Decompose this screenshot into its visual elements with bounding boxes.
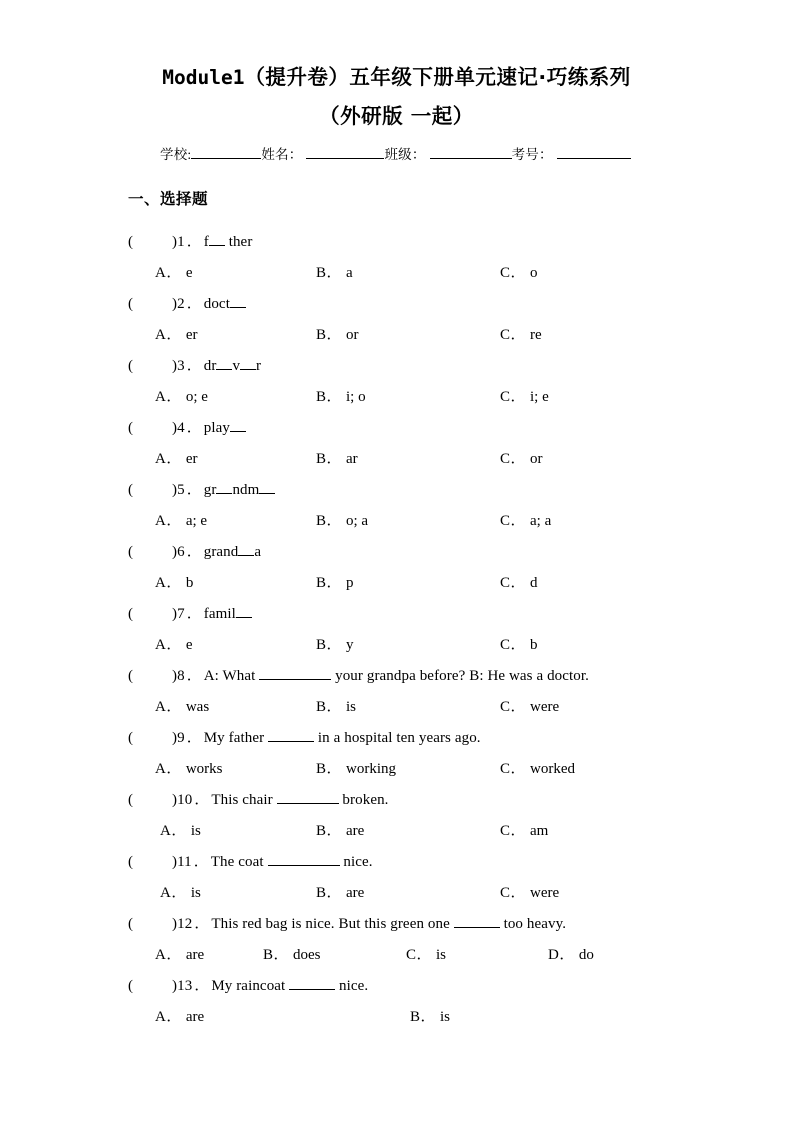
- option-label: C．: [500, 265, 527, 281]
- option-label: B．: [263, 947, 290, 963]
- option-label: B．: [410, 1009, 437, 1025]
- option-value: are: [346, 823, 365, 839]
- question-stem: [128, 847, 793, 878]
- option-label: B．: [316, 327, 343, 343]
- option-label: A．: [155, 575, 182, 591]
- question-number: 4: [177, 420, 185, 436]
- option-value: or: [346, 327, 359, 343]
- question-number: 11: [177, 854, 192, 870]
- option-choice[interactable]: [500, 320, 542, 351]
- option-label: D．: [548, 947, 575, 963]
- school-label: 学校:: [160, 147, 192, 162]
- option-label: C．: [500, 575, 527, 591]
- answer-bracket[interactable]: (: [128, 544, 134, 560]
- answer-bracket-close: ): [172, 916, 178, 932]
- stem-text-before: gr: [203, 482, 217, 498]
- stem-blank[interactable]: [230, 419, 246, 432]
- stem-text-after: in a hospital ten years ago.: [314, 730, 481, 746]
- question-options: [128, 692, 793, 723]
- option-choice[interactable]: [155, 506, 207, 537]
- question-number-dot: ．: [186, 730, 204, 746]
- option-label: A．: [155, 699, 182, 715]
- answer-bracket-close: ): [172, 854, 178, 870]
- stem-text-after: a: [254, 544, 262, 560]
- option-choice[interactable]: [155, 754, 223, 785]
- option-choice[interactable]: [316, 382, 366, 413]
- option-choice[interactable]: [548, 940, 594, 971]
- stem-blank[interactable]: [230, 295, 246, 308]
- option-choice[interactable]: [155, 692, 209, 723]
- option-choice[interactable]: [155, 258, 193, 289]
- question-number: 7: [177, 606, 185, 622]
- option-label: B．: [316, 885, 343, 901]
- question-options: [128, 506, 793, 537]
- option-value: worked: [530, 761, 576, 777]
- option-choice[interactable]: [410, 1002, 450, 1033]
- option-label: C．: [500, 389, 527, 405]
- option-value: ar: [346, 451, 358, 467]
- title-line-1: [0, 58, 793, 97]
- answer-bracket[interactable]: (: [128, 730, 134, 746]
- answer-bracket[interactable]: (: [128, 296, 134, 312]
- stem-blank[interactable]: [268, 853, 340, 866]
- stem-text-before: famil: [203, 606, 236, 622]
- question-options: [128, 878, 793, 909]
- option-value: y: [346, 637, 354, 653]
- stem-text-before: f: [203, 234, 209, 250]
- option-label: C．: [406, 947, 433, 963]
- question-options: [128, 444, 793, 475]
- option-label: C．: [500, 637, 527, 653]
- question-number-dot: ．: [194, 916, 212, 932]
- stem-blank[interactable]: [268, 729, 314, 742]
- stem-text-after: ther: [224, 234, 253, 250]
- title-module-label: Module1: [162, 66, 245, 89]
- option-choice[interactable]: [500, 506, 551, 537]
- option-choice[interactable]: [316, 506, 368, 537]
- option-choice[interactable]: [316, 878, 364, 909]
- stem-blank[interactable]: [216, 357, 232, 370]
- option-label: B．: [316, 823, 343, 839]
- option-value: does: [293, 947, 321, 963]
- option-choice[interactable]: [500, 692, 559, 723]
- answer-bracket-close: ): [172, 978, 178, 994]
- option-choice[interactable]: [316, 692, 356, 723]
- answer-bracket-close: ): [172, 544, 178, 560]
- option-value: is: [190, 823, 201, 839]
- question-number: 1: [177, 234, 185, 250]
- option-value: working: [346, 761, 397, 777]
- stem-text-after: nice.: [339, 854, 373, 870]
- question-stem: [128, 227, 793, 258]
- answer-bracket-close: ): [172, 420, 178, 436]
- option-label: B．: [316, 389, 343, 405]
- option-label: A．: [155, 389, 182, 405]
- stem-text-before: My father: [203, 730, 269, 746]
- question-stem: [128, 475, 793, 506]
- option-value: er: [185, 327, 198, 343]
- option-value: is: [440, 1009, 451, 1025]
- option-value: do: [578, 947, 594, 963]
- question-number-dot: ．: [186, 606, 204, 622]
- question-stem: [128, 599, 793, 630]
- answer-bracket-close: ): [172, 792, 178, 808]
- option-choice[interactable]: [155, 1002, 204, 1033]
- stem-blank[interactable]: [236, 605, 252, 618]
- option-label: A．: [155, 761, 182, 777]
- option-label: A．: [155, 327, 182, 343]
- question-number-dot: ．: [194, 792, 212, 808]
- answer-bracket[interactable]: (: [128, 482, 134, 498]
- option-value: o; a: [346, 513, 369, 529]
- option-value: i; e: [530, 389, 549, 405]
- class-label: 班级：: [384, 147, 426, 162]
- option-value: er: [185, 451, 198, 467]
- question-stem: [128, 723, 793, 754]
- option-label: C．: [500, 823, 527, 839]
- school-blank[interactable]: [191, 146, 261, 159]
- option-label: B．: [316, 761, 343, 777]
- question-number-dot: ．: [186, 668, 204, 684]
- option-label: C．: [500, 699, 527, 715]
- option-value: is: [346, 699, 357, 715]
- answer-bracket[interactable]: (: [128, 978, 134, 994]
- stem-blank[interactable]: [454, 915, 500, 928]
- question-number-dot: ．: [186, 234, 204, 250]
- question-number-dot: ．: [194, 978, 212, 994]
- student-info-line: [0, 145, 793, 165]
- question-stem: [128, 351, 793, 382]
- question-number: 12: [177, 916, 193, 932]
- question-options: [128, 630, 793, 661]
- option-label: A．: [155, 451, 182, 467]
- option-label: B．: [316, 637, 343, 653]
- answer-bracket[interactable]: (: [128, 420, 134, 436]
- option-choice[interactable]: [500, 878, 559, 909]
- option-value: works: [185, 761, 223, 777]
- answer-bracket[interactable]: (: [128, 234, 134, 250]
- answer-bracket-close: ): [172, 482, 178, 498]
- option-value: b: [530, 637, 538, 653]
- question-list: [0, 227, 793, 1033]
- option-value: am: [530, 823, 549, 839]
- option-choice[interactable]: [316, 568, 354, 599]
- question-number-dot: ．: [186, 482, 204, 498]
- question-number: 8: [177, 668, 185, 684]
- question-number: 10: [177, 792, 193, 808]
- option-label: B．: [316, 265, 343, 281]
- option-value: a; a: [530, 513, 552, 529]
- question-number: 2: [177, 296, 185, 312]
- stem-blank[interactable]: [238, 543, 254, 556]
- option-label: A．: [155, 513, 182, 529]
- answer-bracket[interactable]: (: [128, 668, 134, 684]
- stem-text-after: too heavy.: [499, 916, 567, 932]
- option-value: o: [530, 265, 538, 281]
- question-stem: [128, 971, 793, 1002]
- option-value: or: [530, 451, 543, 467]
- question-stem: [128, 909, 793, 940]
- question-number-dot: ．: [186, 544, 204, 560]
- option-label: C．: [500, 513, 527, 529]
- option-choice[interactable]: [316, 816, 364, 847]
- option-choice[interactable]: [500, 816, 548, 847]
- option-value: re: [530, 327, 542, 343]
- stem-blank[interactable]: [259, 667, 331, 680]
- stem-text-before: play: [203, 420, 230, 436]
- option-label: C．: [500, 885, 527, 901]
- question-options: [128, 1002, 793, 1033]
- option-value: is: [436, 947, 447, 963]
- answer-bracket[interactable]: (: [128, 916, 134, 932]
- option-choice[interactable]: [155, 940, 204, 971]
- stem-blank[interactable]: [216, 481, 232, 494]
- stem-text-before: My raincoat: [211, 978, 290, 994]
- class-blank[interactable]: [430, 146, 512, 159]
- stem-text-before: grand: [203, 544, 239, 560]
- answer-bracket[interactable]: (: [128, 792, 134, 808]
- option-value: a: [346, 265, 353, 281]
- option-value: e: [185, 265, 193, 281]
- question-stem: [128, 413, 793, 444]
- title-line-1-chinese: （提升卷）五年级下册单元速记·巧练系列: [244, 65, 631, 89]
- option-choice[interactable]: [406, 940, 446, 971]
- option-choice[interactable]: [155, 630, 193, 661]
- option-label: A．: [155, 1009, 182, 1025]
- stem-blank-second[interactable]: [240, 357, 256, 370]
- question-stem: [128, 537, 793, 568]
- option-value: is: [190, 885, 201, 901]
- answer-bracket-close: ): [172, 358, 178, 374]
- answer-bracket-close: ): [172, 668, 178, 684]
- option-value: are: [346, 885, 365, 901]
- option-label: B．: [316, 699, 343, 715]
- option-value: b: [185, 575, 194, 591]
- option-choice[interactable]: [500, 754, 575, 785]
- option-choice[interactable]: [316, 320, 359, 351]
- option-value: d: [530, 575, 538, 591]
- option-choice[interactable]: [316, 444, 358, 475]
- question-stem: [128, 785, 793, 816]
- question-options: [128, 568, 793, 599]
- name-label: 姓名：: [261, 147, 303, 162]
- title-line-2: （外研版 一起）: [319, 104, 474, 128]
- option-value: was: [185, 699, 210, 715]
- question-options: [128, 258, 793, 289]
- question-number-dot: ．: [186, 296, 204, 312]
- option-choice[interactable]: [500, 444, 543, 475]
- stem-blank[interactable]: [277, 791, 339, 804]
- document-title: [0, 0, 793, 135]
- option-choice[interactable]: [160, 816, 201, 847]
- question-stem: [128, 661, 793, 692]
- option-value: p: [346, 575, 354, 591]
- stem-text-before: A: What: [203, 668, 260, 684]
- question-number-dot: ．: [186, 358, 204, 374]
- option-label: B．: [316, 513, 343, 529]
- question-number: 6: [177, 544, 185, 560]
- option-value: are: [185, 1009, 205, 1025]
- option-label: C．: [500, 327, 527, 343]
- answer-bracket[interactable]: (: [128, 606, 134, 622]
- answer-bracket[interactable]: (: [128, 854, 134, 870]
- answer-bracket-close: ): [172, 730, 178, 746]
- question-stem: [128, 289, 793, 320]
- option-value: e: [185, 637, 193, 653]
- option-choice[interactable]: [160, 878, 201, 909]
- option-label: B．: [316, 451, 343, 467]
- question-number: 3: [177, 358, 185, 374]
- question-options: [128, 320, 793, 351]
- stem-text-after: broken.: [338, 792, 389, 808]
- option-choice[interactable]: [500, 630, 538, 661]
- stem-text-middle: v: [232, 358, 241, 374]
- exam-no-label: 考号：: [511, 147, 553, 162]
- option-label: A．: [160, 823, 187, 839]
- option-choice[interactable]: [155, 382, 208, 413]
- option-value: were: [530, 699, 560, 715]
- answer-bracket-close: ): [172, 606, 178, 622]
- option-value: i; o: [346, 389, 366, 405]
- stem-text-before: doct: [203, 296, 230, 312]
- question-number-dot: ．: [186, 420, 204, 436]
- answer-bracket-close: ): [172, 234, 178, 250]
- stem-blank-second[interactable]: [259, 481, 275, 494]
- option-value: were: [530, 885, 560, 901]
- answer-bracket[interactable]: (: [128, 358, 134, 374]
- option-label: A．: [155, 947, 182, 963]
- stem-text-after: your grandpa before? B: He was a doctor.: [331, 668, 590, 684]
- answer-bracket-close: ): [172, 296, 178, 312]
- option-label: C．: [500, 761, 527, 777]
- stem-text-before: This red bag is nice. But this green one: [211, 916, 454, 932]
- option-choice[interactable]: [500, 382, 549, 413]
- option-choice[interactable]: [316, 630, 354, 661]
- question-options: [128, 754, 793, 785]
- stem-text-before: The coat: [210, 854, 268, 870]
- option-choice[interactable]: [155, 444, 198, 475]
- exam-no-blank[interactable]: [557, 146, 631, 159]
- option-value: a; e: [185, 513, 208, 529]
- option-label: C．: [500, 451, 527, 467]
- option-choice[interactable]: [316, 754, 396, 785]
- question-options: [128, 940, 793, 971]
- option-label: A．: [160, 885, 187, 901]
- stem-text-after: nice.: [335, 978, 369, 994]
- option-label: A．: [155, 265, 182, 281]
- name-blank[interactable]: [306, 146, 384, 159]
- stem-text-after: r: [256, 358, 262, 374]
- question-number: 13: [177, 978, 193, 994]
- question-options: [128, 816, 793, 847]
- question-number-dot: ．: [193, 854, 211, 870]
- option-choice[interactable]: [500, 568, 538, 599]
- question-options: [128, 382, 793, 413]
- option-choice[interactable]: [155, 320, 198, 351]
- option-label: B．: [316, 575, 343, 591]
- question-number: 5: [177, 482, 185, 498]
- option-choice[interactable]: [155, 568, 193, 599]
- option-choice[interactable]: [263, 940, 321, 971]
- question-number: 9: [177, 730, 185, 746]
- option-label: A．: [155, 637, 182, 653]
- stem-blank[interactable]: [289, 977, 335, 990]
- stem-text-middle: ndm: [232, 482, 260, 498]
- option-choice[interactable]: [500, 258, 538, 289]
- option-choice[interactable]: [316, 258, 353, 289]
- option-value: o; e: [185, 389, 208, 405]
- stem-text-before: dr: [203, 358, 217, 374]
- stem-text-before: This chair: [211, 792, 277, 808]
- section-heading: 一、选择题: [128, 190, 209, 208]
- stem-blank[interactable]: [209, 233, 225, 246]
- option-value: are: [185, 947, 205, 963]
